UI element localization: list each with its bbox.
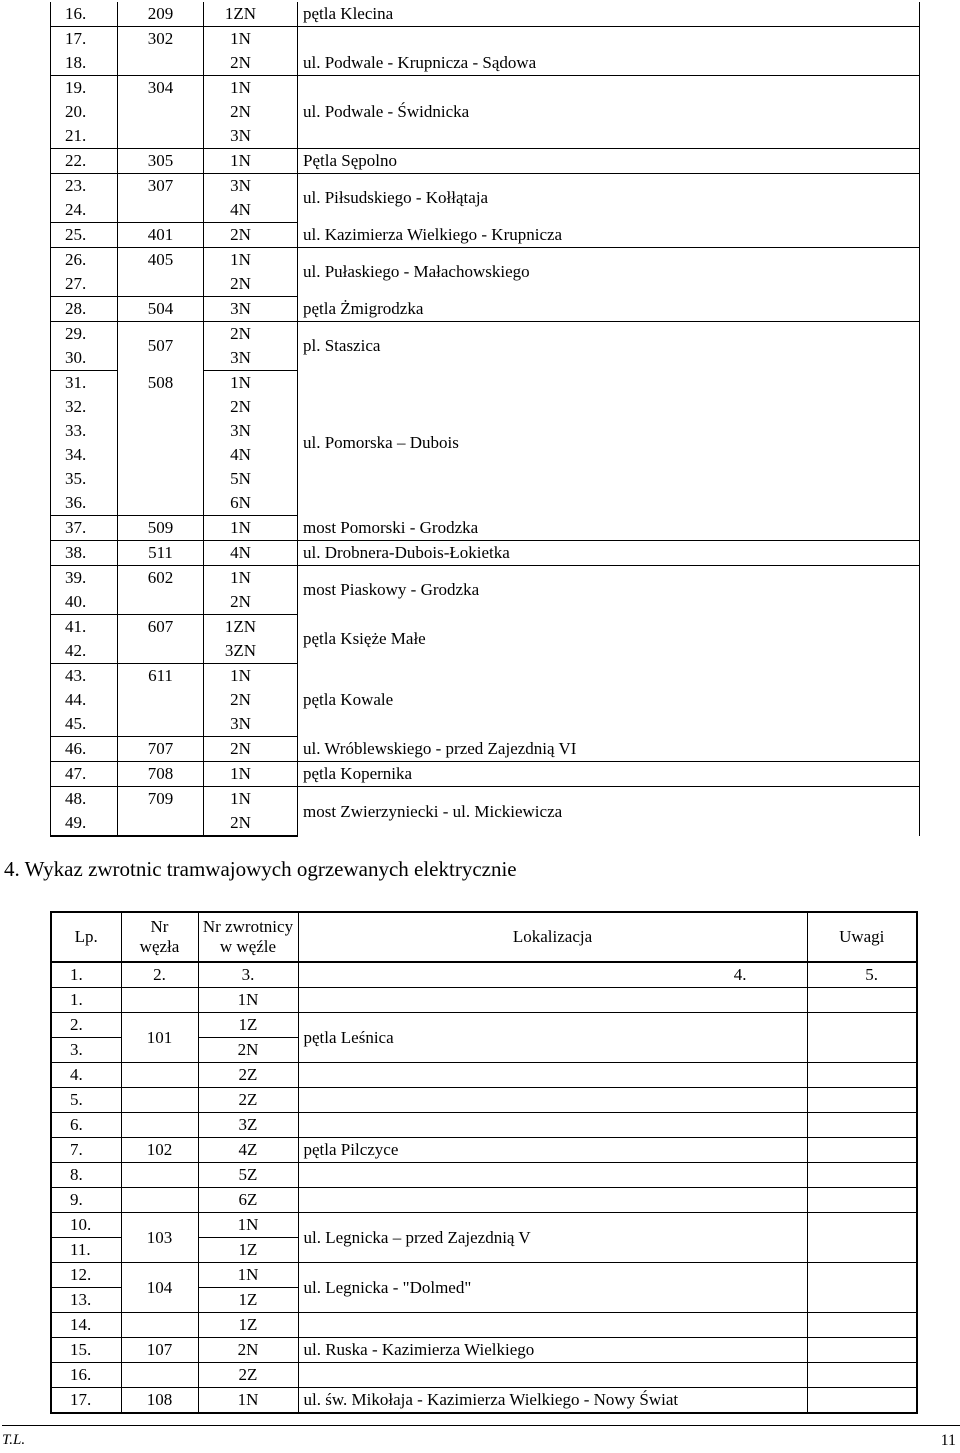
cell-lp: 15. <box>51 1338 121 1363</box>
column-number: 2. <box>121 962 198 988</box>
cell-switch: 3ZN <box>204 639 298 664</box>
cell-node <box>121 1163 198 1188</box>
cell-node: 101 <box>121 1013 198 1063</box>
table-row <box>51 1138 917 1163</box>
cell-location: ul. Podwale - Krupnicza - Sądowa <box>298 51 920 76</box>
cell-location <box>298 1363 807 1388</box>
table-row <box>51 1313 917 1338</box>
cell-node <box>118 100 204 124</box>
cell-lp: 47. <box>51 762 118 787</box>
cell-lp: 39. <box>51 566 118 591</box>
cell-switch: 5N <box>204 467 298 491</box>
cell-node: 709 <box>118 787 204 812</box>
cell-lp: 6. <box>51 1113 121 1138</box>
cell-node: 302 <box>118 27 204 52</box>
table-row <box>51 51 920 76</box>
cell-lp: 4. <box>51 1063 121 1088</box>
cell-notes <box>807 1363 917 1388</box>
cell-node: 108 <box>121 1388 198 1414</box>
cell-node: 507 <box>118 322 204 371</box>
column-number: 1. <box>51 962 121 988</box>
header-switch-line1: Nr zwrotnicy <box>202 917 294 936</box>
table-row <box>51 2 920 27</box>
cell-switch: 1ZN <box>204 2 298 27</box>
header-node-line1: Nr <box>150 917 169 936</box>
table-row <box>51 1088 917 1113</box>
cell-node <box>118 395 204 419</box>
cell-lp: 22. <box>51 149 118 174</box>
cell-switch: 1N <box>204 516 298 541</box>
table-row <box>51 1013 917 1038</box>
cell-lp: 20. <box>51 100 118 124</box>
cell-node: 209 <box>118 2 204 27</box>
cell-location: ul. Wróblewskiego - przed Zajezdnią VI <box>298 737 920 762</box>
cell-lp: 42. <box>51 639 118 664</box>
cell-switch: 2N <box>204 272 298 297</box>
table-row <box>51 516 920 541</box>
cell-notes <box>807 1313 917 1338</box>
table-row <box>51 100 920 124</box>
cell-location <box>298 76 920 101</box>
table-row <box>51 615 920 640</box>
cell-node: 102 <box>121 1138 198 1163</box>
cell-switch: 3N <box>204 419 298 443</box>
table-row <box>51 248 920 273</box>
header-location: Lokalizacja <box>298 912 807 962</box>
header-switch <box>198 912 298 962</box>
cell-location <box>298 1188 807 1213</box>
cell-location <box>298 27 920 52</box>
cell-node <box>118 491 204 516</box>
table-row <box>51 787 920 812</box>
cell-lp: 17. <box>51 1388 121 1414</box>
header-node <box>121 912 198 962</box>
cell-switch: 2Z <box>198 1088 298 1113</box>
cell-lp: 16. <box>51 2 118 27</box>
heated-switch-table <box>50 911 918 1414</box>
cell-notes <box>807 1263 917 1313</box>
cell-node <box>118 51 204 76</box>
cell-switch: 2N <box>204 395 298 419</box>
table-row <box>51 27 920 52</box>
cell-switch: 2N <box>204 590 298 615</box>
cell-lp: 7. <box>51 1138 121 1163</box>
table-row <box>51 76 920 101</box>
cell-notes <box>807 1338 917 1363</box>
table-row <box>51 1338 917 1363</box>
cell-node: 511 <box>118 541 204 566</box>
cell-switch: 1N <box>204 664 298 689</box>
table-header-row <box>51 912 917 962</box>
cell-switch: 2N <box>204 737 298 762</box>
cell-lp: 30. <box>51 346 118 371</box>
cell-lp: 8. <box>51 1163 121 1188</box>
cell-node: 508 <box>118 371 204 396</box>
cell-switch: 2N <box>204 100 298 124</box>
cell-switch: 1Z <box>198 1238 298 1263</box>
cell-node <box>121 988 198 1013</box>
table-row <box>51 223 920 248</box>
cell-lp: 12. <box>51 1263 121 1288</box>
cell-node: 401 <box>118 223 204 248</box>
cell-lp: 27. <box>51 272 118 297</box>
cell-notes <box>807 1113 917 1138</box>
cell-switch: 2N <box>204 223 298 248</box>
cell-switch: 1N <box>204 787 298 812</box>
cell-lp: 23. <box>51 174 118 199</box>
table-row <box>51 664 920 689</box>
cell-node <box>121 1313 198 1338</box>
cell-switch: 1N <box>198 988 298 1013</box>
cell-switch: 1N <box>204 566 298 591</box>
section-heading: 4. Wykaz zwrotnic tramwajowych ogrzewanych elektrycznie <box>4 857 517 881</box>
cell-node: 611 <box>118 664 204 689</box>
cell-node <box>118 419 204 443</box>
cell-lp: 18. <box>51 51 118 76</box>
cell-lp: 36. <box>51 491 118 516</box>
cell-location: ul. Drobnera-Dubois-Łokietka <box>298 541 920 566</box>
cell-location: ul. Ruska - Kazimierza Wielkiego <box>298 1338 807 1363</box>
cell-switch: 1N <box>198 1388 298 1414</box>
cell-lp: 37. <box>51 516 118 541</box>
cell-notes <box>807 1063 917 1088</box>
cell-switch: 3N <box>204 346 298 371</box>
cell-node <box>118 639 204 664</box>
cell-node: 104 <box>121 1263 198 1313</box>
cell-node <box>118 443 204 467</box>
cell-switch: 6Z <box>198 1188 298 1213</box>
table-row <box>51 541 920 566</box>
table-row <box>51 762 920 787</box>
header-node-line2: węzła <box>139 937 180 956</box>
cell-switch: 3Z <box>198 1113 298 1138</box>
cell-switch: 2N <box>204 688 298 712</box>
cell-switch: 1N <box>204 76 298 101</box>
cell-notes <box>807 1138 917 1163</box>
cell-location: most Pomorski - Grodzka <box>298 516 920 541</box>
cell-switch: 1N <box>198 1213 298 1238</box>
cell-node: 509 <box>118 516 204 541</box>
cell-notes <box>807 1388 917 1414</box>
cell-lp: 9. <box>51 1188 121 1213</box>
footer-initials: T.L. <box>2 1432 26 1448</box>
cell-lp: 48. <box>51 787 118 812</box>
cell-lp: 16. <box>51 1363 121 1388</box>
cell-lp: 45. <box>51 712 118 737</box>
cell-switch: 3N <box>204 124 298 149</box>
cell-lp: 1. <box>51 988 121 1013</box>
table-row <box>51 1188 917 1213</box>
cell-location: ul. Pułaskiego - Małachowskiego <box>298 248 920 297</box>
cell-switch: 4N <box>204 541 298 566</box>
cell-node <box>118 590 204 615</box>
cell-switch: 2N <box>204 811 298 836</box>
cell-node <box>121 1188 198 1213</box>
cell-switch: 1N <box>204 149 298 174</box>
cell-location: pętla Kopernika <box>298 762 920 787</box>
cell-node <box>121 1088 198 1113</box>
table-row <box>51 1163 917 1188</box>
cell-lp: 38. <box>51 541 118 566</box>
cell-switch: 1Z <box>198 1313 298 1338</box>
cell-notes <box>807 1188 917 1213</box>
cell-switch: 1Z <box>198 1288 298 1313</box>
cell-switch: 2N <box>198 1038 298 1063</box>
cell-switch: 2N <box>198 1338 298 1363</box>
cell-lp: 11. <box>51 1238 121 1263</box>
table-row <box>51 988 917 1013</box>
table-row <box>51 1113 917 1138</box>
cell-switch: 3N <box>204 712 298 737</box>
column-number: 5. <box>807 962 917 988</box>
cell-location: Pętla Sępolno <box>298 149 920 174</box>
column-number: 4. <box>298 962 807 988</box>
cell-location: pętla Żmigrodzka <box>298 297 920 322</box>
cell-switch: 4N <box>204 198 298 223</box>
table-row <box>51 566 920 591</box>
cell-location <box>298 1113 807 1138</box>
cell-node: 107 <box>121 1338 198 1363</box>
cell-node: 602 <box>118 566 204 591</box>
table-row <box>51 1388 917 1414</box>
cell-node: 607 <box>118 615 204 640</box>
cell-switch: 3N <box>204 174 298 199</box>
column-number-row <box>51 962 917 988</box>
table-row <box>51 297 920 322</box>
cell-node: 708 <box>118 762 204 787</box>
cell-lp: 13. <box>51 1288 121 1313</box>
cell-lp: 14. <box>51 1313 121 1338</box>
cell-location <box>298 1163 807 1188</box>
cell-location: ul. Podwale - Świdnicka <box>298 100 920 124</box>
cell-switch: 2Z <box>198 1063 298 1088</box>
cell-lp: 28. <box>51 297 118 322</box>
cell-location: pętla Klecina <box>298 2 920 27</box>
table-row <box>51 322 920 347</box>
cell-switch: 4N <box>204 443 298 467</box>
table-row <box>51 1263 917 1288</box>
cell-node: 307 <box>118 174 204 199</box>
cell-switch: 1N <box>204 27 298 52</box>
cell-lp: 17. <box>51 27 118 52</box>
cell-location: ul. Kazimierza Wielkiego - Krupnicza <box>298 223 920 248</box>
cell-lp: 31. <box>51 371 118 396</box>
cell-location <box>298 124 920 149</box>
cell-node <box>118 811 204 836</box>
cell-node <box>118 712 204 737</box>
cell-location: pętla Księże Małe <box>298 615 920 664</box>
cell-lp: 49. <box>51 811 118 836</box>
cell-node <box>121 1063 198 1088</box>
cell-location: most Zwierzyniecki - ul. Mickiewicza <box>298 787 920 837</box>
cell-notes <box>807 988 917 1013</box>
switch-table-continued <box>50 2 920 837</box>
header-lp: Lp. <box>51 912 121 962</box>
column-number: 3. <box>198 962 298 988</box>
table-row <box>51 124 920 149</box>
cell-location <box>298 988 807 1013</box>
cell-switch: 2Z <box>198 1363 298 1388</box>
cell-lp: 24. <box>51 198 118 223</box>
table-row <box>51 1213 917 1238</box>
table-row <box>51 371 920 396</box>
cell-notes <box>807 1013 917 1063</box>
cell-switch: 1Z <box>198 1013 298 1038</box>
cell-lp: 29. <box>51 322 118 347</box>
cell-location <box>298 1313 807 1338</box>
cell-lp: 26. <box>51 248 118 273</box>
cell-location: pl. Staszica <box>298 322 920 371</box>
cell-lp: 5. <box>51 1088 121 1113</box>
cell-node: 103 <box>121 1213 198 1263</box>
cell-lp: 10. <box>51 1213 121 1238</box>
cell-node <box>118 467 204 491</box>
cell-node <box>118 124 204 149</box>
cell-lp: 3. <box>51 1038 121 1063</box>
cell-node <box>121 1363 198 1388</box>
cell-switch: 1N <box>204 248 298 273</box>
footer-rule <box>2 1425 960 1426</box>
cell-node: 504 <box>118 297 204 322</box>
cell-location: ul. Piłsudskiego - Kołłątaja <box>298 174 920 223</box>
cell-switch: 1N <box>198 1263 298 1288</box>
header-notes: Uwagi <box>807 912 917 962</box>
cell-lp: 19. <box>51 76 118 101</box>
cell-node <box>118 272 204 297</box>
table-row <box>51 174 920 199</box>
switch-table-body <box>51 2 920 836</box>
cell-node: 305 <box>118 149 204 174</box>
cell-lp: 33. <box>51 419 118 443</box>
cell-switch: 5Z <box>198 1163 298 1188</box>
cell-node: 405 <box>118 248 204 273</box>
cell-switch: 4Z <box>198 1138 298 1163</box>
cell-lp: 43. <box>51 664 118 689</box>
cell-node: 707 <box>118 737 204 762</box>
cell-switch: 1ZN <box>204 615 298 640</box>
cell-lp: 44. <box>51 688 118 712</box>
cell-lp: 21. <box>51 124 118 149</box>
cell-location: pętla Kowale <box>298 664 920 737</box>
cell-switch: 1N <box>204 371 298 396</box>
cell-location: ul. Legnicka – przed Zajezdnią V <box>298 1213 807 1263</box>
page-number: 11 <box>940 1432 956 1449</box>
cell-location: pętla Leśnica <box>298 1013 807 1063</box>
cell-switch: 3N <box>204 297 298 322</box>
table-row <box>51 737 920 762</box>
cell-lp: 34. <box>51 443 118 467</box>
cell-lp: 2. <box>51 1013 121 1038</box>
cell-location <box>298 1088 807 1113</box>
cell-location: ul. Pomorska – Dubois <box>298 371 920 516</box>
cell-notes <box>807 1088 917 1113</box>
cell-lp: 40. <box>51 590 118 615</box>
cell-location: ul. św. Mikołaja - Kazimierza Wielkiego - Nowy Świat <box>298 1388 807 1414</box>
cell-switch: 2N <box>204 51 298 76</box>
table-row <box>51 1063 917 1088</box>
cell-node <box>121 1113 198 1138</box>
cell-location: pętla Pilczyce <box>298 1138 807 1163</box>
cell-notes <box>807 1213 917 1263</box>
cell-node <box>118 198 204 223</box>
cell-switch: 6N <box>204 491 298 516</box>
heated-switch-table-body <box>51 988 917 1414</box>
cell-lp: 41. <box>51 615 118 640</box>
cell-location: ul. Legnicka - "Dolmed" <box>298 1263 807 1313</box>
header-switch-line2: w węźle <box>219 937 277 956</box>
cell-lp: 35. <box>51 467 118 491</box>
cell-location <box>298 1063 807 1088</box>
cell-switch: 1N <box>204 762 298 787</box>
cell-lp: 46. <box>51 737 118 762</box>
table-row <box>51 149 920 174</box>
cell-location: most Piaskowy - Grodzka <box>298 566 920 615</box>
cell-node <box>118 688 204 712</box>
cell-switch: 2N <box>204 322 298 347</box>
cell-lp: 25. <box>51 223 118 248</box>
cell-notes <box>807 1163 917 1188</box>
table-row <box>51 1363 917 1388</box>
cell-lp: 32. <box>51 395 118 419</box>
cell-node: 304 <box>118 76 204 101</box>
